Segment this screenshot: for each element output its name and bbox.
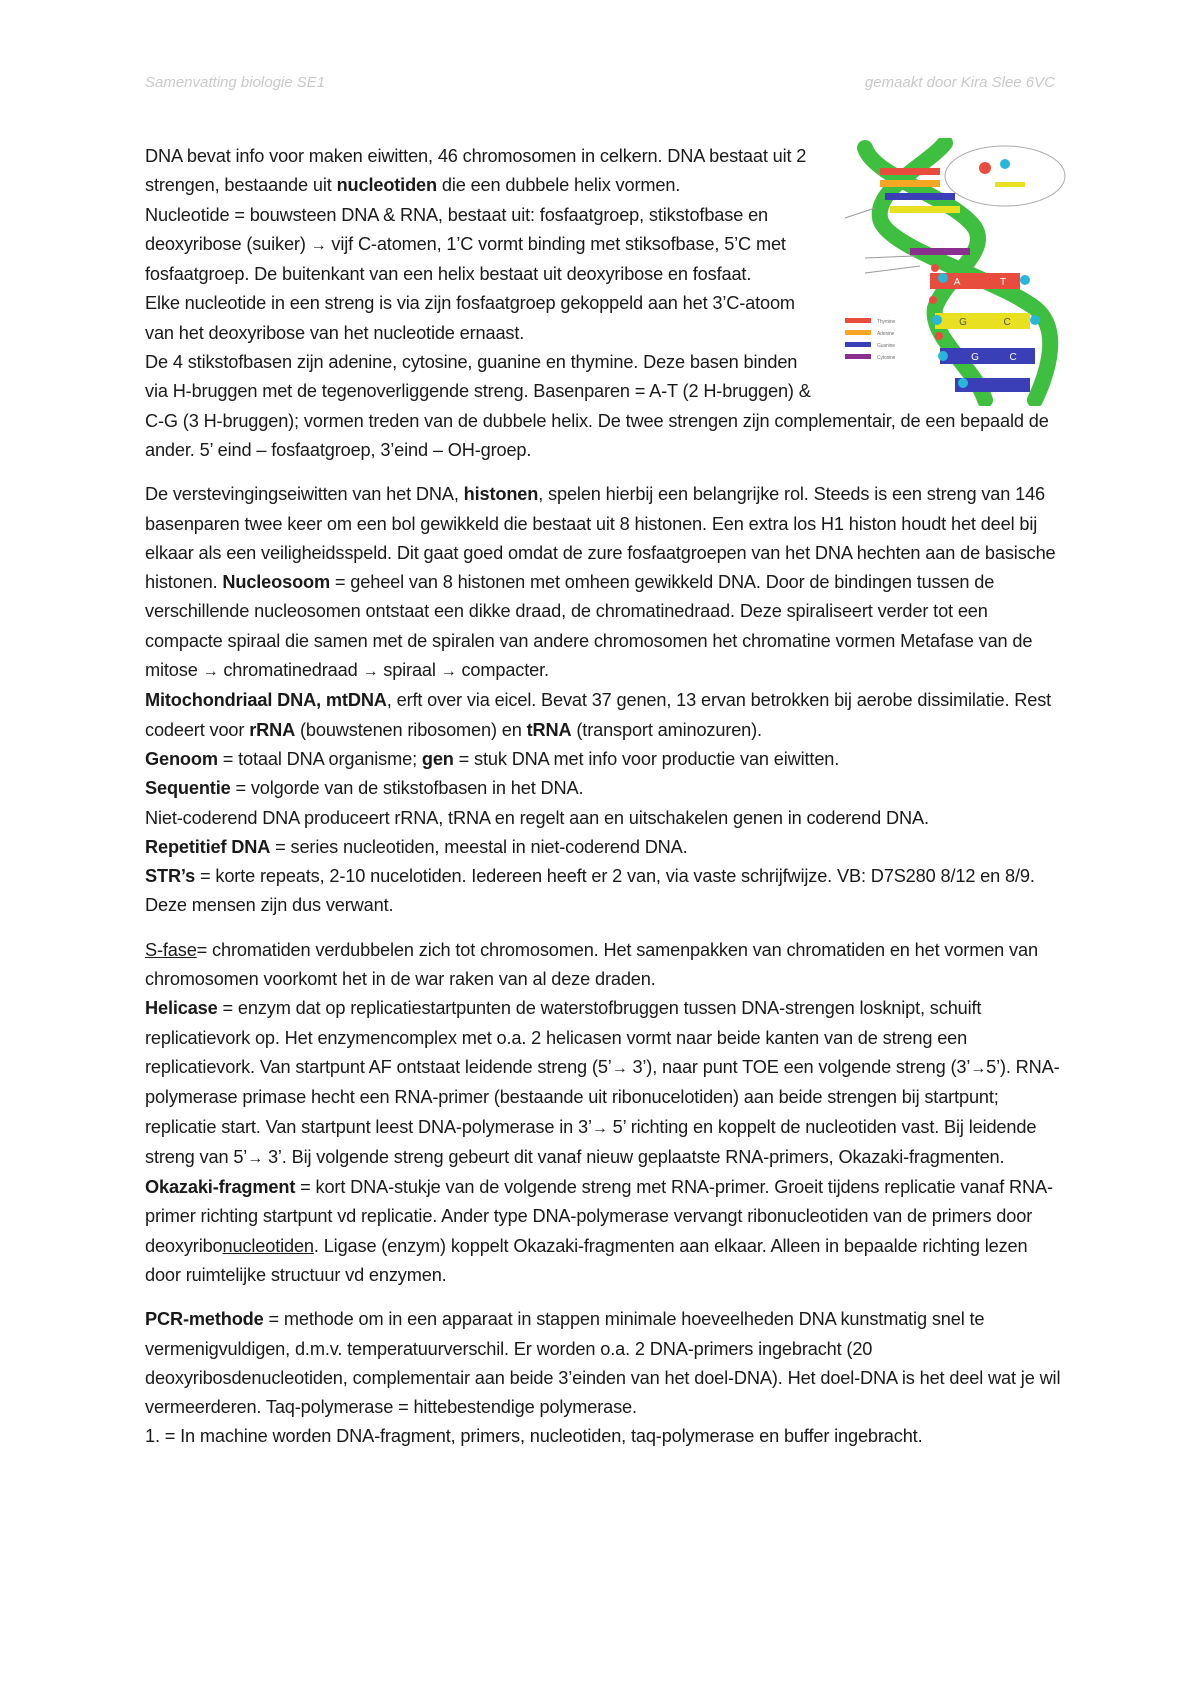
- base-letter: G: [959, 317, 967, 328]
- paragraph-replicatie: S-fase= chromatiden verdubbelen zich tot chromosomen. Het samenpakken van chromatiden en het vormen van chromosomen voorkomt het in de war raken van al deze draden. Helicase = enzym dat op replicatiestartpunten de waterstofbruggen tussen DNA-strengen losknipt, schuift replicatievork op. Het enzymencomplex met o.a. 2 helicasen vormt naar beide kanten van de streng een replicatievork. Van startpunt AF ontstaat leidende streng (5’→ 3’), naar punt TOE een volgende streng (3’→5’). RNA-polymerase primase hecht een RNA-primer (bestaande uit ribonucelotiden) aan beide strengen bij startpunt; replicatie start. Van startpunt leest DNA-polymerase in 3’→ 5’ richting en koppelt de nucleotiden vast. Bij leidende streng van 5’→ 3’. Bij volgende streng gebeurt dit vanaf nieuw geplaatste RNA-primers, Okazaki-fragmenten. Okazaki-fragment = kort DNA-stukje van de volgende streng met RNA-primer. Groeit tijdens replicatie vanaf RNA-primer richting startpunt vd replicatie. Ander type DNA-polymerase vervangt ribonucleotiden van de primers door deoxyribonucleotiden. Ligase (enzym) koppelt Okazaki-fragmenten aan elkaar. Alleen in bepaalde richting lezen door ruimtelijke structuur vd enzymen.: [145, 939, 1060, 1285]
- base-letter: C: [1003, 317, 1011, 328]
- nucleotide-callout: [945, 146, 1065, 206]
- paragraph-pcr: PCR-methode = methode om in een apparaat in stappen minimale hoeveelheden DNA kunstmatig snel te vermenigvuldigen, d.m.v. temperatuurverschil. Er worden o.a. 2 DNA-primers ingebracht (20 deoxyribosdenucleotiden, complementair aan beide 3’einden van het doel-DNA). Het doel-DNA is het deel wat je wil vermeerderen. Taq-polymerase = hittebestendige polymerase. 1. = In machine worden DNA-fragment, primers, nucleotiden, taq-polymerase en buffer ingebracht.: [145, 1309, 1061, 1447]
- arrow-icon: →: [591, 1119, 608, 1137]
- arrow-icon: →: [202, 663, 219, 681]
- paragraph-dna-structure: DNA bevat info voor maken eiwitten, 46 chromosomen in celkern. DNA bestaat uit 2 strengen, bestaande uit nucleotiden die een dubbele helix vormen. Nucleotide = bouwsteen DNA & RNA, bestaat uit: fosfaatgroep, stikstofbase en deoxyribose (suiker) → vijf C-atomen, 1’C vormt binding met stiksofbase, 5’C met fosfaatgroep. De buitenkant van een helix bestaat uit deoxyribose en fosfaat. Elke nucleotide in een streng is via zijn fosfaatgroep gekoppeld aan het 3’C-atoom van het deoxyribose van het nucleotide ernaast. De 4 stikstofbasen zijn adenine, cytosine, guanine en thymine. Deze basen binden via H-bruggen met de tegenoverliggende streng. Basenparen = A-T (2 H-bruggen) & C-G (3 H-bruggen); vormen treden van de dubbele helix. De twee strengen zijn complementair, de een bepaald de ander. 5’ eind – fosfaatgroep, 3’eind – OH-groep.: [145, 146, 1049, 460]
- base-letter: T: [1000, 277, 1006, 288]
- arrow-icon: →: [310, 236, 327, 254]
- arrow-icon: →: [440, 663, 457, 681]
- base-letter: C: [1009, 352, 1017, 363]
- page-header: [145, 74, 1055, 98]
- figure-legend: [845, 318, 896, 361]
- base-letter: G: [971, 352, 979, 363]
- arrow-icon: →: [611, 1059, 628, 1077]
- legend-label: Guanine: [877, 343, 895, 349]
- arrow-icon: →: [247, 1149, 264, 1167]
- base-letter: A: [953, 277, 961, 288]
- paragraph-histonen: De verstevingingseiwitten van het DNA, histonen, spelen hierbij een belangrijke rol. Steeds is een streng van 146 basenparen twee keer om een bol gewikkeld die bestaat uit 8 histonen. Een extra los H1 histon houdt het deel bij elkaar als een veiligheidsspeld. Dit gaat goed omdat de zure fosfaatgroepen van het DNA hechten aan de basische histonen. Nucleosoom = geheel van 8 histonen met omheen gewikkeld DNA. Door de bindingen tussen de verschillende nucleosomen ontstaat een dikke draad, de chromatinedraad. Deze spiraliseert verder tot een compacte spiraal die samen met de spiralen van andere chromosomen het chromatine vormen Metafase van de mitose → chromatinedraad → spiraal → compacter. Mitochondriaal DNA, mtDNA, erft over via eicel. Bevat 37 genen, 13 ervan betrokken bij aerobe dissimilatie. Rest codeert voor rRNA (bouwstenen ribosomen) en tRNA (transport aminozuren). Genoom = totaal DNA organisme; gen = stuk DNA met info voor productie van eiwitten. Sequentie = volgorde van de stikstofbasen in het DNA. Niet-coderend DNA produceert rRNA, tRNA en regelt aan en uitschakelen genen in coderend DNA. Repetitief DNA = series nucleotiden, meestal in niet-coderend DNA. STR’s = korte repeats, 2-10 nucelotiden. Iedereen heeft er 2 van, via vaste schrijfwijze. VB: D7S280 8/12 en 8/9. Deze mensen zijn dus verwant.: [145, 484, 1056, 916]
- arrow-icon: →: [970, 1059, 987, 1077]
- list-item: 1. = In machine worden DNA-fragment, primers, nucleotiden, taq-polymerase en buffer ingebracht.: [145, 1426, 923, 1447]
- arrow-icon: →: [362, 663, 379, 681]
- document-body: [145, 142, 1065, 1452]
- legend-label: Cytosine: [877, 355, 896, 361]
- header-left: Samenvatting biologie SE1: [145, 74, 326, 91]
- legend-label: Thymine: [877, 319, 896, 325]
- legend-label: Adenine: [877, 331, 895, 337]
- header-right: gemaakt door Kira Slee 6VC: [864, 74, 1055, 91]
- dna-helix-figure: [835, 138, 1075, 406]
